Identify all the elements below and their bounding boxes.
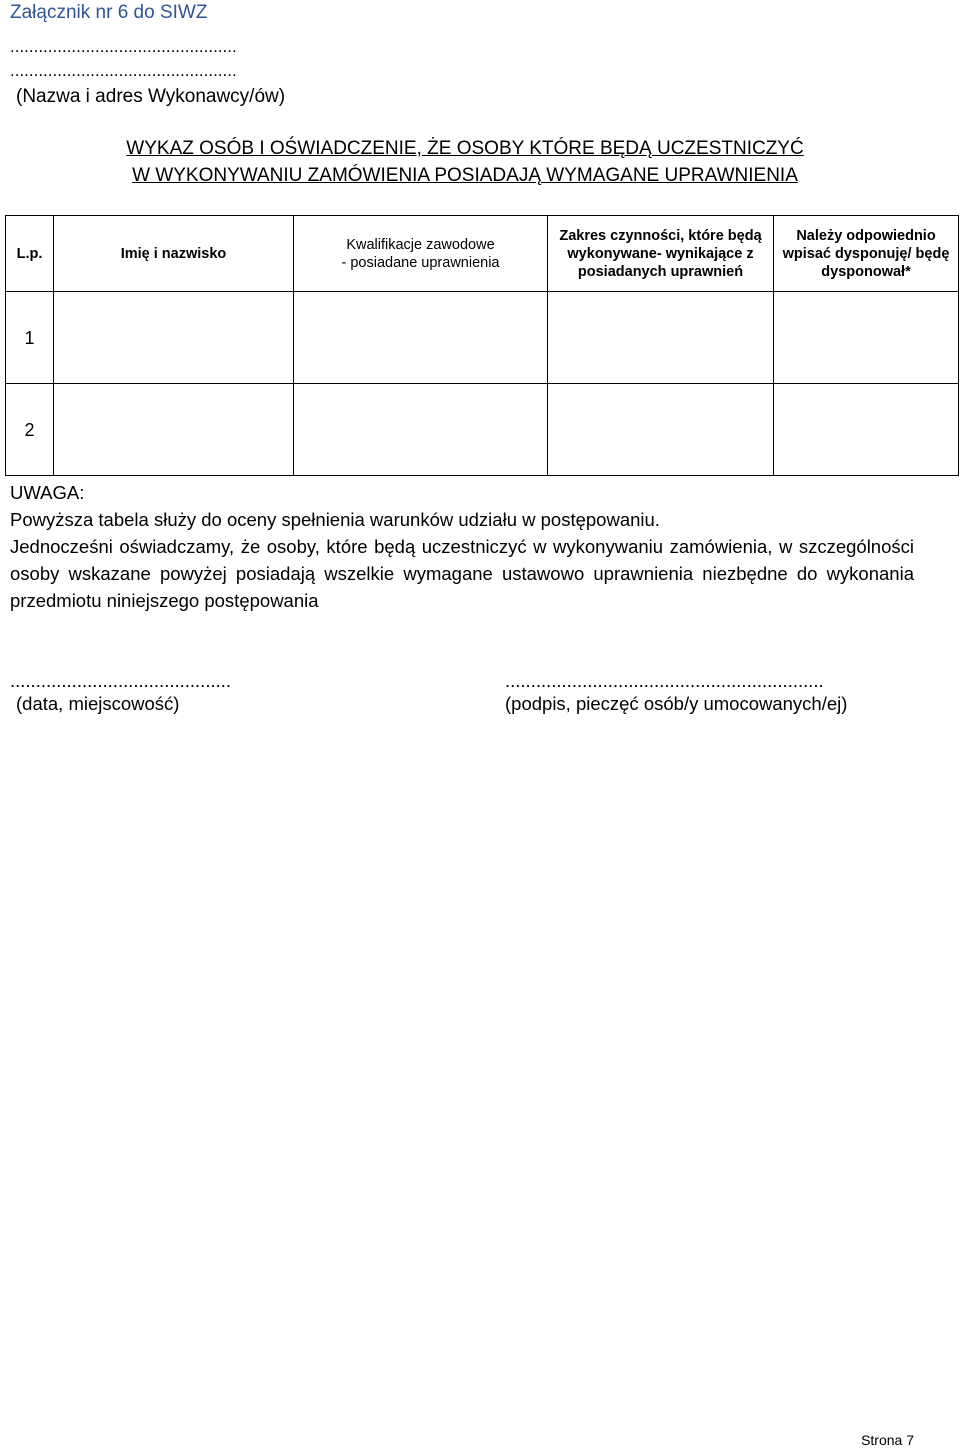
document-title-line-2: W WYKONYWANIU ZAMÓWIENIA POSIADAJĄ WYMAGANE UPRAWNIENIA xyxy=(132,165,798,186)
page-number: Strona 7 xyxy=(861,1432,914,1448)
row-qualifications-cell xyxy=(294,384,548,476)
row-qualifications-cell xyxy=(294,292,548,384)
signature-label: (podpis, pieczęć osób/y umocowanych/ej) xyxy=(505,693,848,714)
date-place-label: (data, miejscowość) xyxy=(16,693,180,714)
attachment-title: Załącznik nr 6 do SIWZ xyxy=(10,2,208,23)
row-name-cell xyxy=(54,384,294,476)
header-scope: Zakres czynności, które będą wykonywane- wynikające z posiadanych uprawnień xyxy=(548,216,774,292)
note-line-1: Powyższa tabela służy do oceny spełnienia warunków udziału w postępowaniu. xyxy=(10,509,660,530)
row-scope-cell xyxy=(548,384,774,476)
table-row xyxy=(6,292,959,384)
document-title-line-1: WYKAZ OSÓB I OŚWIADCZENIE, ŻE OSOBY KTÓRE BĘDĄ UCZESTNICZYĆ xyxy=(126,138,804,159)
row-scope-cell xyxy=(548,292,774,384)
table-row xyxy=(6,384,959,476)
row-lp: 1 xyxy=(6,292,54,384)
row-lp: 2 xyxy=(6,384,54,476)
note-heading: UWAGA: xyxy=(10,482,85,503)
date-place-dots: ........................................... xyxy=(10,670,232,691)
header-name: Imię i nazwisko xyxy=(54,216,294,292)
row-disposal-cell xyxy=(774,292,959,384)
contractor-address-dots: ................................................ xyxy=(10,61,237,80)
signature-dots: .............................................................. xyxy=(505,670,824,691)
header-disposal: Należy odpowiednio wpisać dysponuję/ będę dysponował* xyxy=(774,216,959,292)
table-header-row xyxy=(6,216,959,292)
contractor-name-dots: ................................................ xyxy=(10,37,237,56)
contractor-label: (Nazwa i adres Wykonawcy/ów) xyxy=(16,86,286,107)
header-qualifications: Kwalifikacje zawodowe - posiadane uprawnienia xyxy=(294,216,548,292)
row-disposal-cell xyxy=(774,384,959,476)
header-lp: L.p. xyxy=(6,216,54,292)
note-paragraph: Jednocześni oświadczamy, że osoby, które będą uczestniczyć w wykonywaniu zamówienia, w szczególności osoby wskazane powyżej posiadają wszelkie wymagane ustawowo uprawnienia niezbędne do wykonania przedmiotu niniejszego postępowania xyxy=(10,536,914,611)
persons-table xyxy=(5,215,959,476)
row-name-cell xyxy=(54,292,294,384)
